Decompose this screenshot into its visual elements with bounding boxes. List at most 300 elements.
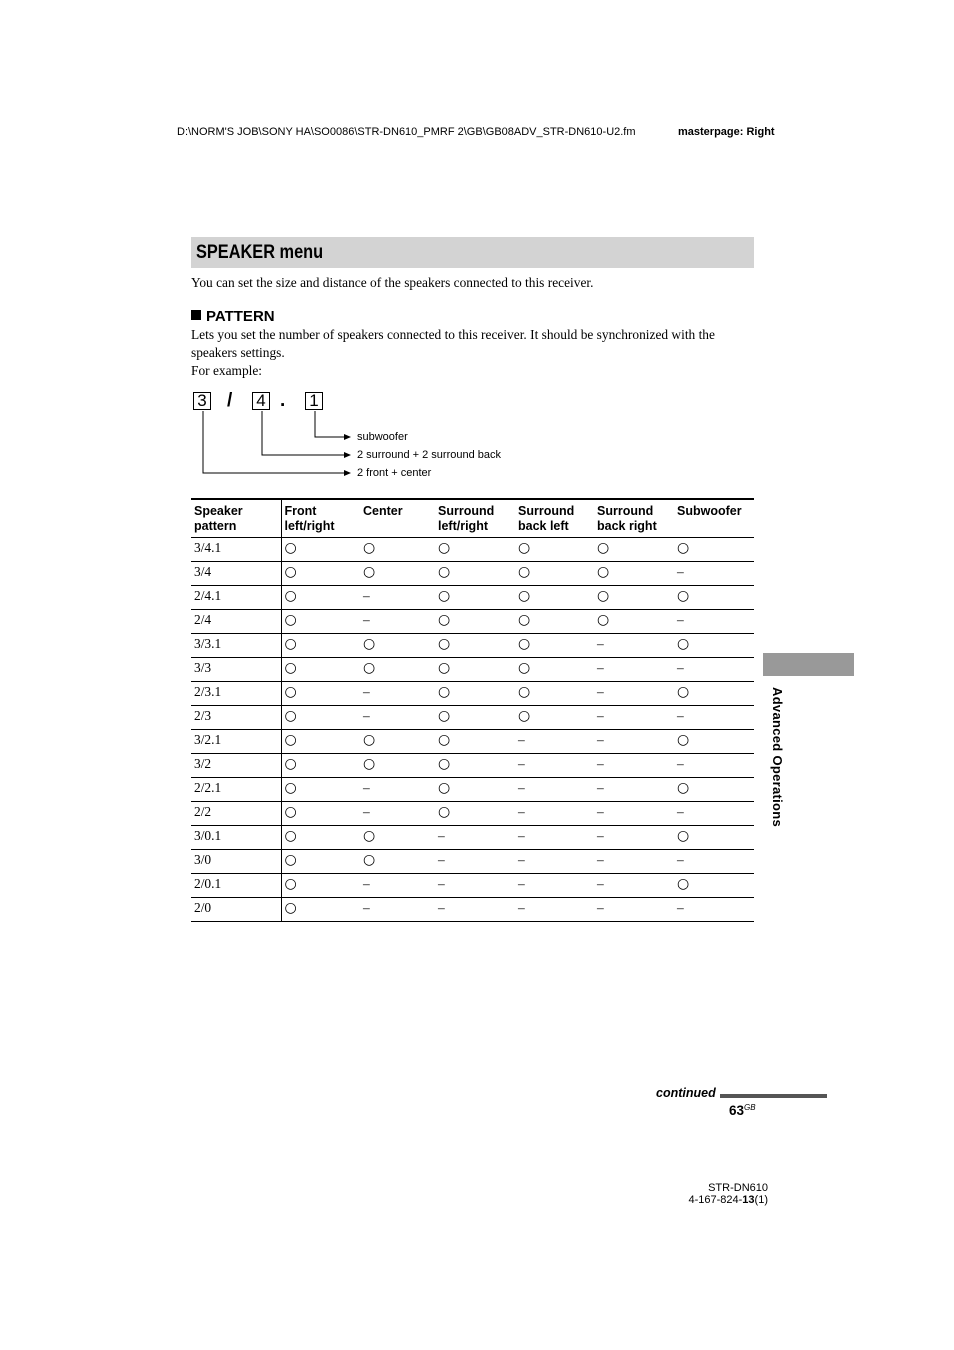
- speaker-cell: [594, 730, 674, 754]
- model-code-suffix: (1): [754, 1194, 768, 1206]
- speaker-cell: [674, 586, 754, 610]
- pattern-cell: [191, 706, 281, 730]
- circle-icon: ○: [677, 587, 690, 604]
- column-header: [594, 499, 674, 538]
- speaker-cell: [594, 682, 674, 706]
- digit-surround: 4: [252, 392, 270, 410]
- dash-value: –: [677, 707, 684, 723]
- chapter-tab: [763, 653, 854, 676]
- page-number-value: 63: [729, 1103, 745, 1118]
- dash-value: –: [363, 899, 370, 915]
- dash-value: –: [518, 851, 525, 867]
- dash-value: –: [438, 899, 445, 915]
- circle-icon: ○: [284, 875, 297, 892]
- column-header-line: pattern: [194, 519, 237, 533]
- speaker-cell: [594, 778, 674, 802]
- dash-value: –: [597, 635, 604, 651]
- dash-value: –: [438, 851, 445, 867]
- dash-value: –: [518, 755, 525, 771]
- speaker-cell: [360, 610, 435, 634]
- pattern-cell: [191, 898, 281, 922]
- circle-icon: ○: [438, 707, 451, 724]
- circle-icon: ○: [518, 683, 531, 700]
- speaker-cell: [674, 778, 754, 802]
- speaker-cell: [594, 802, 674, 826]
- circle-icon: ○: [284, 851, 297, 868]
- dash-value: –: [597, 683, 604, 699]
- table-header-row: [191, 499, 754, 538]
- circle-icon: ○: [284, 731, 297, 748]
- pattern-cell: [191, 538, 281, 562]
- speaker-cell: [360, 874, 435, 898]
- speaker-cell: [360, 754, 435, 778]
- pattern-cell: [191, 562, 281, 586]
- dash-value: –: [363, 803, 370, 819]
- speaker-cell: [360, 730, 435, 754]
- column-header: [515, 499, 594, 538]
- table-row: [191, 826, 754, 850]
- speaker-cell: [674, 826, 754, 850]
- pattern-value: 2/0.1: [194, 875, 222, 891]
- digit-front: 3: [193, 392, 211, 410]
- speaker-cell: [515, 658, 594, 682]
- circle-icon: ○: [363, 659, 376, 676]
- speaker-cell: [515, 538, 594, 562]
- pattern-heading-text: PATTERN: [206, 308, 275, 325]
- speaker-cell: [360, 562, 435, 586]
- circle-icon: ○: [518, 707, 531, 724]
- speaker-cell: [515, 586, 594, 610]
- speaker-cell: [435, 682, 515, 706]
- column-header-line: back right: [597, 519, 657, 533]
- column-header-line: back left: [518, 519, 569, 533]
- circle-icon: ○: [597, 539, 610, 556]
- circle-icon: ○: [438, 659, 451, 676]
- chapter-tab-label: Advanced Operations: [770, 687, 785, 828]
- dash-value: –: [677, 755, 684, 771]
- dash-value: –: [363, 779, 370, 795]
- speaker-pattern-table: [191, 498, 754, 922]
- circle-icon: ○: [518, 611, 531, 628]
- table-row: [191, 802, 754, 826]
- dash-value: –: [363, 707, 370, 723]
- pattern-value: 2/4.1: [194, 587, 222, 603]
- speaker-cell: [674, 658, 754, 682]
- speaker-cell: [281, 562, 360, 586]
- speaker-cell: [281, 754, 360, 778]
- dash-value: –: [677, 563, 684, 579]
- circle-icon: ○: [284, 635, 297, 652]
- speaker-cell: [674, 634, 754, 658]
- speaker-cell: [360, 706, 435, 730]
- model-code: [688, 1194, 768, 1206]
- circle-icon: ○: [518, 635, 531, 652]
- circle-icon: ○: [518, 563, 531, 580]
- page-number-suffix: GB: [744, 1103, 756, 1112]
- circle-icon: ○: [677, 539, 690, 556]
- pattern-cell: [191, 658, 281, 682]
- speaker-cell: [360, 778, 435, 802]
- dash-value: –: [597, 899, 604, 915]
- circle-icon: ○: [284, 899, 297, 916]
- speaker-cell: [360, 802, 435, 826]
- circle-icon: ○: [363, 851, 376, 868]
- pattern-cell: [191, 610, 281, 634]
- pattern-cell: [191, 682, 281, 706]
- speaker-cell: [594, 586, 674, 610]
- table-row: [191, 634, 754, 658]
- speaker-cell: [515, 610, 594, 634]
- circle-icon: ○: [518, 539, 531, 556]
- pattern-value: 3/4: [194, 563, 212, 579]
- dash-value: –: [363, 683, 370, 699]
- column-header-line: Front: [284, 504, 317, 518]
- arrow-right-icon: [344, 470, 351, 476]
- table-row: [191, 850, 754, 874]
- pattern-value: 3/3: [194, 659, 212, 675]
- dash-value: –: [438, 875, 445, 891]
- arrow-right-icon: [344, 452, 351, 458]
- speaker-cell: [515, 634, 594, 658]
- circle-icon: ○: [284, 587, 297, 604]
- circle-icon: ○: [284, 683, 297, 700]
- dash-value: –: [518, 827, 525, 843]
- circle-icon: ○: [284, 755, 297, 772]
- table-row: [191, 562, 754, 586]
- circle-icon: ○: [438, 731, 451, 748]
- speaker-cell: [435, 850, 515, 874]
- section-title: SPEAKER menu: [196, 242, 324, 263]
- speaker-cell: [674, 874, 754, 898]
- speaker-cell: [360, 826, 435, 850]
- speaker-cell: [515, 706, 594, 730]
- table-row: [191, 874, 754, 898]
- speaker-cell: [594, 538, 674, 562]
- pattern-cell: [191, 826, 281, 850]
- pattern-value: 2/0: [194, 899, 212, 915]
- circle-icon: ○: [284, 779, 297, 796]
- dash-value: –: [597, 659, 604, 675]
- speaker-cell: [281, 658, 360, 682]
- dash-value: –: [518, 803, 525, 819]
- pattern-cell: [191, 874, 281, 898]
- speaker-cell: [594, 706, 674, 730]
- model-info: [688, 1182, 768, 1206]
- digit-subwoofer: 1: [305, 392, 323, 410]
- circle-icon: ○: [284, 827, 297, 844]
- speaker-cell: [515, 682, 594, 706]
- pattern-cell: [191, 634, 281, 658]
- dash-value: –: [597, 779, 604, 795]
- speaker-cell: [515, 826, 594, 850]
- dash-value: –: [677, 659, 684, 675]
- speaker-cell: [674, 754, 754, 778]
- speaker-cell: [515, 898, 594, 922]
- circle-icon: ○: [518, 659, 531, 676]
- circle-icon: ○: [438, 611, 451, 628]
- circle-icon: ○: [284, 539, 297, 556]
- pattern-value: 3/4.1: [194, 539, 222, 555]
- continued-label: continued: [656, 1086, 716, 1100]
- table-row: [191, 778, 754, 802]
- circle-icon: ○: [438, 779, 451, 796]
- speaker-cell: [360, 634, 435, 658]
- table-row: [191, 730, 754, 754]
- section-title-bar: [191, 237, 754, 268]
- speaker-cell: [435, 754, 515, 778]
- speaker-cell: [360, 850, 435, 874]
- pattern-value: 2/3: [194, 707, 212, 723]
- circle-icon: ○: [677, 731, 690, 748]
- dash-value: –: [597, 731, 604, 747]
- dash-value: –: [597, 851, 604, 867]
- speaker-cell: [360, 538, 435, 562]
- page-number: [729, 1103, 756, 1118]
- speaker-cell: [281, 778, 360, 802]
- model-code-bold: 13: [742, 1194, 755, 1206]
- circle-icon: ○: [677, 635, 690, 652]
- speaker-cell: [674, 610, 754, 634]
- dash-value: –: [363, 611, 370, 627]
- speaker-cell: [360, 658, 435, 682]
- speaker-cell: [435, 634, 515, 658]
- speaker-cell: [515, 850, 594, 874]
- pattern-value: 3/0: [194, 851, 212, 867]
- circle-icon: ○: [363, 539, 376, 556]
- dash-value: –: [597, 707, 604, 723]
- speaker-cell: [594, 826, 674, 850]
- speaker-cell: [515, 802, 594, 826]
- pattern-description: [191, 326, 756, 380]
- pattern-diagram: [190, 390, 530, 485]
- pattern-description-text: Lets you set the number of speakers connected to this receiver. It should be synchronized with the speakers settings.: [191, 327, 715, 360]
- separator-dot: .: [280, 390, 286, 411]
- speaker-cell: [674, 562, 754, 586]
- circle-icon: ○: [677, 875, 690, 892]
- speaker-cell: [515, 874, 594, 898]
- section-intro: You can set the size and distance of the speakers connected to this receiver.: [191, 275, 594, 290]
- dash-value: –: [363, 875, 370, 891]
- speaker-cell: [594, 874, 674, 898]
- table-row: [191, 610, 754, 634]
- column-header-line: [363, 519, 432, 534]
- speaker-cell: [281, 898, 360, 922]
- circle-icon: ○: [284, 707, 297, 724]
- column-header-line: Surround: [438, 504, 495, 518]
- label-front-center: 2 front + center: [357, 467, 432, 479]
- speaker-cell: [594, 850, 674, 874]
- circle-icon: ○: [518, 587, 531, 604]
- circle-icon: ○: [677, 683, 690, 700]
- circle-icon: ○: [438, 803, 451, 820]
- speaker-cell: [674, 850, 754, 874]
- column-header-line: left/right: [284, 519, 335, 533]
- column-header-line: Surround: [518, 504, 575, 518]
- speaker-cell: [594, 754, 674, 778]
- speaker-cell: [435, 874, 515, 898]
- pattern-cell: [191, 802, 281, 826]
- column-header: [674, 499, 754, 538]
- dash-value: –: [438, 827, 445, 843]
- circle-icon: ○: [438, 683, 451, 700]
- speaker-cell: [360, 898, 435, 922]
- speaker-cell: [281, 538, 360, 562]
- speaker-cell: [594, 634, 674, 658]
- example-label: For example:: [191, 363, 263, 378]
- speaker-cell: [674, 898, 754, 922]
- table-row: [191, 754, 754, 778]
- circle-icon: ○: [597, 611, 610, 628]
- speaker-cell: [281, 682, 360, 706]
- separator-slash: /: [227, 390, 233, 411]
- column-header-line: Center: [363, 504, 403, 518]
- pattern-value: 2/2.1: [194, 779, 222, 795]
- circle-icon: ○: [363, 827, 376, 844]
- speaker-cell: [360, 682, 435, 706]
- speaker-cell: [281, 586, 360, 610]
- speaker-cell: [435, 610, 515, 634]
- column-header: [191, 499, 281, 538]
- dash-value: –: [518, 731, 525, 747]
- pattern-cell: [191, 754, 281, 778]
- masterpage-label: masterpage: Right: [678, 126, 775, 138]
- speaker-cell: [674, 730, 754, 754]
- speaker-cell: [435, 538, 515, 562]
- table-row: [191, 538, 754, 562]
- table-row: [191, 706, 754, 730]
- speaker-cell: [435, 586, 515, 610]
- speaker-cell: [281, 802, 360, 826]
- pattern-value: 2/3.1: [194, 683, 222, 699]
- speaker-cell: [435, 802, 515, 826]
- speaker-cell: [360, 586, 435, 610]
- column-header: [435, 499, 515, 538]
- pattern-value: 3/2.1: [194, 731, 222, 747]
- dash-value: –: [518, 875, 525, 891]
- arrow-right-icon: [344, 434, 351, 440]
- speaker-cell: [594, 658, 674, 682]
- circle-icon: ○: [597, 587, 610, 604]
- pattern-cell: [191, 730, 281, 754]
- table-body: [191, 538, 754, 922]
- speaker-cell: [281, 826, 360, 850]
- pattern-value: 3/2: [194, 755, 212, 771]
- label-subwoofer: subwoofer: [357, 431, 408, 443]
- speaker-cell: [674, 802, 754, 826]
- column-header: [281, 499, 360, 538]
- table-row: [191, 682, 754, 706]
- continued-rule: [720, 1094, 827, 1098]
- circle-icon: ○: [363, 731, 376, 748]
- square-bullet-icon: [191, 310, 201, 320]
- speaker-cell: [515, 754, 594, 778]
- dash-value: –: [597, 827, 604, 843]
- dash-value: –: [518, 899, 525, 915]
- speaker-cell: [674, 538, 754, 562]
- model-name: STR-DN610: [708, 1182, 768, 1194]
- circle-icon: ○: [438, 755, 451, 772]
- dash-value: –: [363, 587, 370, 603]
- column-header-line: [677, 519, 751, 534]
- speaker-cell: [435, 778, 515, 802]
- column-header-line: left/right: [438, 519, 488, 533]
- speaker-cell: [281, 610, 360, 634]
- speaker-cell: [674, 706, 754, 730]
- circle-icon: ○: [677, 827, 690, 844]
- table-row: [191, 658, 754, 682]
- pattern-cell: [191, 850, 281, 874]
- speaker-cell: [281, 730, 360, 754]
- dash-value: –: [597, 875, 604, 891]
- model-code-prefix: 4-167-824-: [688, 1194, 743, 1206]
- speaker-cell: [435, 658, 515, 682]
- circle-icon: ○: [677, 779, 690, 796]
- circle-icon: ○: [438, 563, 451, 580]
- circle-icon: ○: [438, 587, 451, 604]
- pattern-value: 3/3.1: [194, 635, 222, 651]
- speaker-cell: [435, 826, 515, 850]
- speaker-cell: [281, 850, 360, 874]
- column-header: [360, 499, 435, 538]
- column-header-line: Surround: [597, 504, 654, 518]
- table-row: [191, 898, 754, 922]
- pattern-value: 2/4: [194, 611, 212, 627]
- pattern-cell: [191, 778, 281, 802]
- speaker-cell: [435, 730, 515, 754]
- dash-value: –: [677, 851, 684, 867]
- speaker-cell: [435, 706, 515, 730]
- circle-icon: ○: [597, 563, 610, 580]
- circle-icon: ○: [363, 563, 376, 580]
- column-header-line: Speaker: [194, 504, 243, 518]
- table-row: [191, 586, 754, 610]
- file-path-header: D:\NORM'S JOB\SONY HA\SO0086\STR-DN610_PMRF 2\GB\GB08ADV_STR-DN610-U2.fm: [177, 126, 636, 138]
- speaker-cell: [515, 778, 594, 802]
- dash-value: –: [677, 899, 684, 915]
- speaker-cell: [435, 898, 515, 922]
- dash-value: –: [597, 755, 604, 771]
- dash-value: –: [677, 803, 684, 819]
- speaker-cell: [515, 562, 594, 586]
- pattern-value: 2/2: [194, 803, 212, 819]
- dash-value: –: [518, 779, 525, 795]
- circle-icon: ○: [438, 635, 451, 652]
- circle-icon: ○: [284, 563, 297, 580]
- circle-icon: ○: [284, 803, 297, 820]
- speaker-cell: [435, 562, 515, 586]
- speaker-cell: [515, 730, 594, 754]
- circle-icon: ○: [284, 659, 297, 676]
- speaker-cell: [594, 562, 674, 586]
- speaker-cell: [281, 706, 360, 730]
- circle-icon: ○: [284, 611, 297, 628]
- speaker-cell: [594, 610, 674, 634]
- circle-icon: ○: [363, 635, 376, 652]
- dash-value: –: [597, 803, 604, 819]
- dash-value: –: [677, 611, 684, 627]
- pattern-cell: [191, 586, 281, 610]
- label-surround: 2 surround + 2 surround back: [357, 449, 502, 461]
- pattern-value: 3/0.1: [194, 827, 222, 843]
- circle-icon: ○: [363, 755, 376, 772]
- speaker-cell: [281, 634, 360, 658]
- circle-icon: ○: [438, 539, 451, 556]
- pattern-heading: [191, 308, 275, 325]
- speaker-cell: [594, 898, 674, 922]
- speaker-cell: [281, 874, 360, 898]
- speaker-cell: [674, 682, 754, 706]
- column-header-line: Subwoofer: [677, 504, 742, 518]
